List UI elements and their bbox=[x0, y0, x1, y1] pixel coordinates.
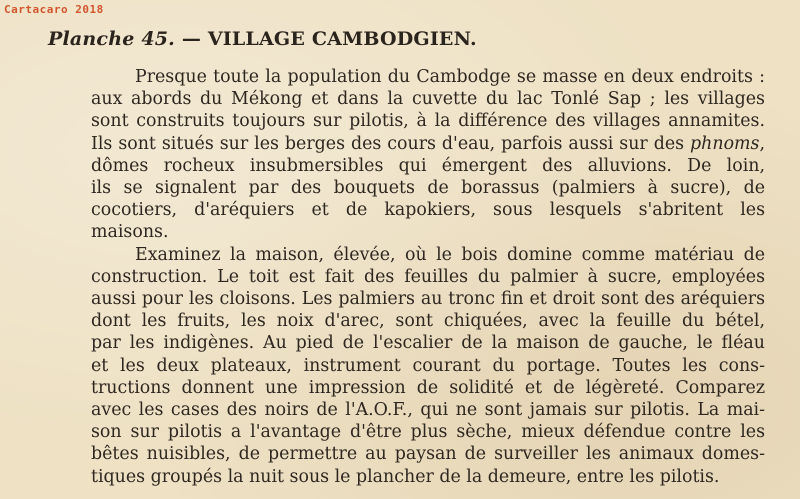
text-line: sont construits toujours sur pilotis, à la différence des villages annamites. bbox=[91, 111, 765, 132]
page-title bbox=[48, 28, 477, 50]
text-line: aussi pour les cloisons. Les palmiers au tronc fin et droit sont des aréquiers bbox=[91, 289, 765, 310]
text-line: Examinez la maison, élevée, où le bois domine comme matériau de bbox=[135, 244, 765, 265]
text-line: ils se signalent par des bouquets de borassus (palmiers à sucre), de bbox=[91, 178, 765, 199]
text-line: construction. Le toit est fait des feuilles du palmier à sucre, employées bbox=[91, 266, 765, 287]
text-line: avec les cases des noirs de l'A.O.F., qui ne sont jamais sur pilotis. La mai- bbox=[91, 400, 765, 421]
title-name: VILLAGE CAMBODGIEN. bbox=[207, 28, 477, 50]
text-line: cocotiers, d'aréquiers et de kapokiers, sous lesquels s'abritent les bbox=[91, 200, 765, 221]
body-text bbox=[47, 66, 765, 488]
text-line: tiques groupés la nuit sous le plancher de la demeure, entre les pilotis. bbox=[91, 466, 720, 487]
paragraph-1 bbox=[47, 66, 765, 244]
text-line: bêtes nuisibles, de permettre au paysan de surveiller les animaux domes- bbox=[91, 444, 765, 465]
paragraph-2 bbox=[47, 244, 765, 488]
watermark-text: Cartacaro 2018 bbox=[4, 3, 104, 16]
text-line: son sur pilotis a l'avantage d'être plus sèche, mieux défendue contre les bbox=[91, 422, 765, 443]
text-line: Presque toute la population du Cambodge se masse en deux endroits : bbox=[135, 67, 765, 87]
title-dash: — bbox=[181, 28, 202, 50]
text-line: dômes rocheux insubmersibles qui émergent des alluvions. De loin, bbox=[91, 155, 765, 176]
text-line: dont les fruits, les noix d'arec, sont chiquées, avec la feuille du bétel, bbox=[91, 311, 765, 332]
text-line: par les indigènes. Au pied de l'escalier de la maison de gauche, le fléau bbox=[91, 333, 765, 354]
text-line: et les deux plateaux, instrument courant du portage. Toutes les cons- bbox=[91, 355, 765, 376]
plate-number: Planche 45. bbox=[48, 28, 175, 50]
text-line: tructions donnent une impression de solidité et de légèreté. Comparez bbox=[91, 377, 765, 398]
text-line: maisons. bbox=[91, 222, 169, 243]
italic-term: phnoms bbox=[690, 133, 760, 154]
text-line: aux abords du Mékong et dans la cuvette du lac Tonlé Sap ; les villages bbox=[91, 89, 765, 110]
text-line: Ils sont situés sur les berges des cours d'eau, parfois aussi sur des phnoms, bbox=[91, 133, 765, 154]
